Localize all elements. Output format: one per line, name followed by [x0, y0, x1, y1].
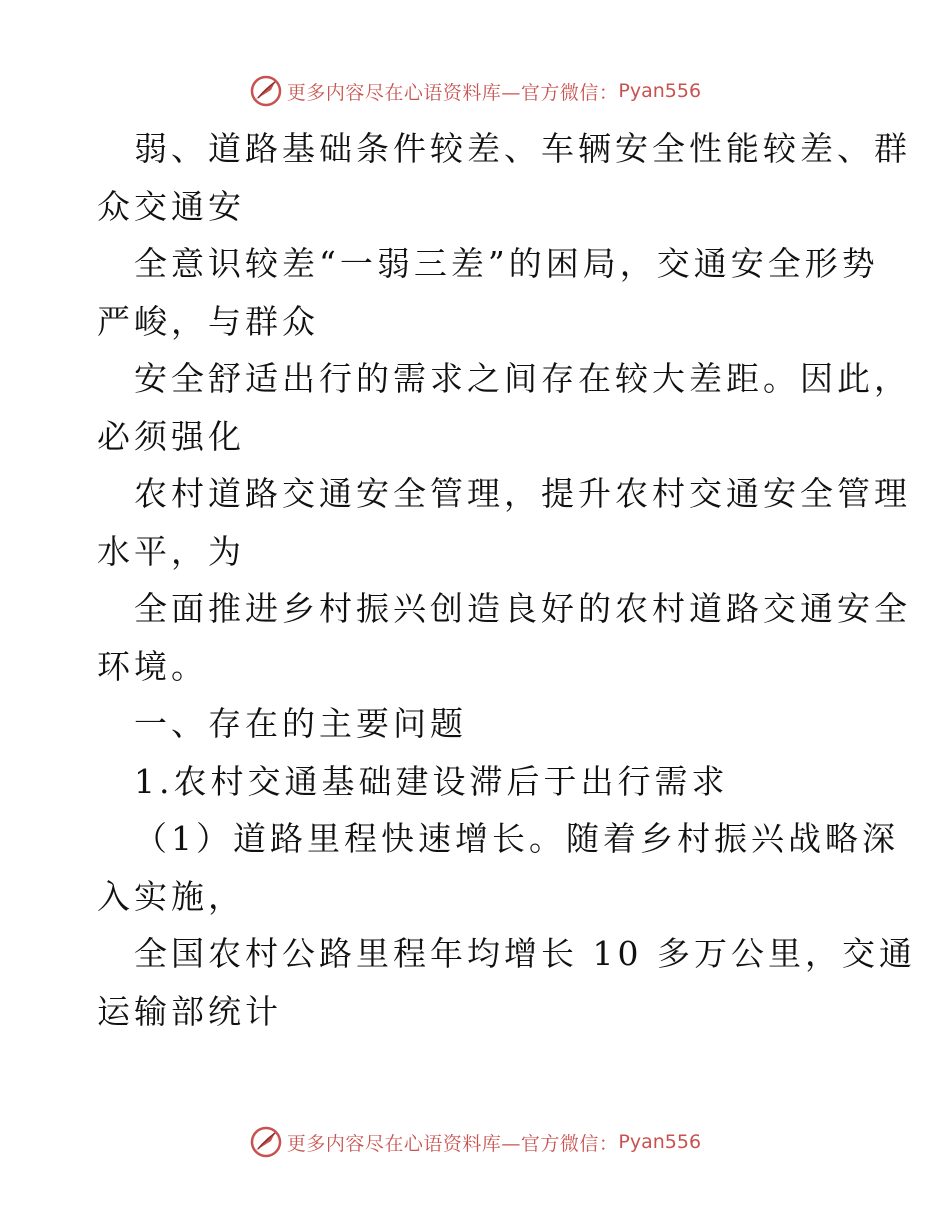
text-line: 严峻，与群众: [97, 301, 319, 341]
watermark-wechat-id: Pyan556: [618, 1131, 702, 1153]
watermark-text: 更多内容尽在心语资料库—官方微信：: [286, 81, 619, 104]
text-line: 全面推进乡村振兴创造良好的农村道路交通安全: [134, 589, 911, 628]
text-line: （1）道路里程快速增长。随着乡村振兴战略深: [134, 819, 899, 858]
text-line: 必须强化: [97, 416, 245, 456]
text-line: 弱、道路基础条件较差、车辆安全性能较差、群: [134, 129, 911, 168]
text-line: 安全舒适出行的需求之间存在较大差距。因此，: [134, 359, 911, 398]
text-line: 众交通安: [97, 186, 245, 226]
watermark-text: 更多内容尽在心语资料库—官方微信：: [286, 1132, 619, 1155]
header-watermark: [0, 71, 950, 111]
text-line: 入实施，: [97, 876, 245, 916]
watermark-wechat-id: Pyan556: [618, 80, 702, 102]
text-line: 水平，为: [97, 531, 245, 571]
quill-logo-icon: [249, 74, 283, 108]
text-line: 全国农村公路里程年均增长 10 多万公里，交通: [134, 934, 916, 973]
footer-watermark: [0, 1122, 950, 1162]
quill-logo-icon: [249, 1125, 283, 1159]
text-line: 运输部统计: [97, 991, 282, 1031]
document-body: [97, 120, 916, 1040]
subsection-heading: 1.农村交通基础建设滞后于出行需求: [134, 761, 729, 801]
section-heading: 一、存在的主要问题: [134, 704, 467, 743]
text-line: 环境。: [97, 646, 208, 686]
text-line: 全意识较差“一弱三差”的困局，交通安全形势: [134, 244, 879, 283]
text-line: 农村道路交通安全管理，提升农村交通安全管理: [134, 474, 911, 513]
